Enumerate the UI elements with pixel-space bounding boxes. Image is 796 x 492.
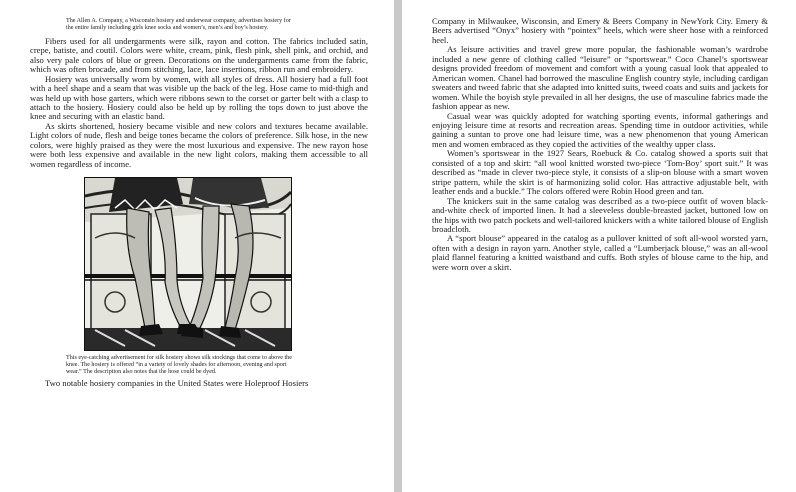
right-paragraph-5: The knickers suit in the same catalog was described as a two-piece outfit of woven black-and-white check of imported linen. It had a sleeveless double-breasted jacket, buttoned low on the hips with two patch pockets and well-tailored knickers with a white tailored blouse of English broadcloth. [432, 195, 768, 234]
stockings-illustration [85, 178, 291, 350]
left-paragraph-2: Hosiery was universally worn by women, with all styles of dress. All hosiery had a full foot with a heel shape and a seam that was visible up the back of the leg. Hose came to mid-thigh and was held up with hose garters, which were ribbons sewn to the corset or garter belt with a clasp to attach to the hosiery. Hosiery could also be held up by rolling the tops down to just above the knee and securing with an elastic band. [30, 73, 368, 122]
right-paragraph-4: Women’s sportswear in the 1927 Sears, Roebuck & Co. catalog showed a sports suit that consisted of a top and skirt: “all wool knitted worsted two-piece ‘Tom-Boy’ sport suit.” It was described as “made in clever two-piece style, it consists of a slip-on blouse with a smart woven stripe pattern, while the skirt is of harmonizing solid color. Has attractive adjustable belt, with leather ends and a buckle.” The colors offered were Robin Hood green and tan. [432, 148, 768, 197]
page-gutter [394, 0, 402, 492]
left-paragraph-3: As skirts shortened, hosiery became visible and new colors and textures became available. Light colors of nude, flesh and beige tones became the colors of preference. Silk hose, in the new colors, were highly praised as they were the most luxurious and expensive. The new rayon hose were both less expensive and available in the new light colors, making them accessible to all women regardless of income. [30, 120, 368, 169]
hosiery-advertisement-image [84, 177, 292, 351]
left-page [0, 0, 394, 492]
bottom-caption: This eye-catching advertisement for silk hosiery shows silk stockings that come to above the knee. The hosiery is offered “in a variety of lovely shades for afternoon, evening and sport wear.” The description also notes that the hose could be dyed. [66, 355, 292, 375]
right-paragraph-2: As leisure activities and travel grew more popular, the fashionable woman’s wardrobe included a new genre of clothing called “leisure” or “sportswear.” Coco Chanel’s sportswear designs provided freedom of movement and comfort with a young casual look that appealed to American women. Chanel had borrowed the masculine English country style, including cardigan sweaters and tweed fabric that she adapted into knitted suits, tweed coats and suits and jackets for women. While the boyish style prevailed in all her designs, the use of masculine fabrics made the fashion appear as new. [432, 44, 768, 112]
left-last-line: Two notable hosiery companies in the United States were Holeproof Hosiers [45, 377, 309, 388]
top-caption: The Allen A. Company, a Wisconsin hosiery and underwear company, advertises hosiery for the entire family including girls knee socks and women’s, men’s and boy’s hosiery. [66, 18, 291, 31]
left-paragraph-1: Fibers used for all undergarments were silk, rayon and cotton. The fabrics included satin, crepe, batiste, and coutil. Colors were white, cream, pink, flesh pink, shell pink, and orchid, and also very pale colors of blue or green. Decorations on the undergarments came from the fabric, which was often brocade, and from stitching, lace, lace insertions, ribbon run and embroidery. [30, 35, 368, 75]
right-paragraph-6: A “sport blouse” appeared in the catalog as a pullover knitted of soft all-wool worsted yarn, often with a design in rayon yarn. Another style, called a “Lumberjack blouse,” was an all-wool plaid flannel featuring a knitted waistband and cuffs. Both styles of blouse came to the hip, and were worn over a skirt. [432, 233, 768, 272]
right-paragraph-3: Casual wear was quickly adopted for watching sporting events, informal gatherings and enjoying leisure time at resorts and recreation areas. Spending time in outdoor activities, while gaining a suntan to prove one had leisure time, was a new phenomenon that young American men and women embraced as they copied the activities of the wealthy upper class. [432, 110, 768, 149]
right-paragraph-1: Company in Milwaukee, Wisconsin, and Emery & Beers Company in NewYork City. Emery & Beers advertised “Onyx” hosiery with “pointex” heels, which were sheer hose with a reinforced heel. [432, 16, 768, 45]
right-page [402, 0, 796, 492]
